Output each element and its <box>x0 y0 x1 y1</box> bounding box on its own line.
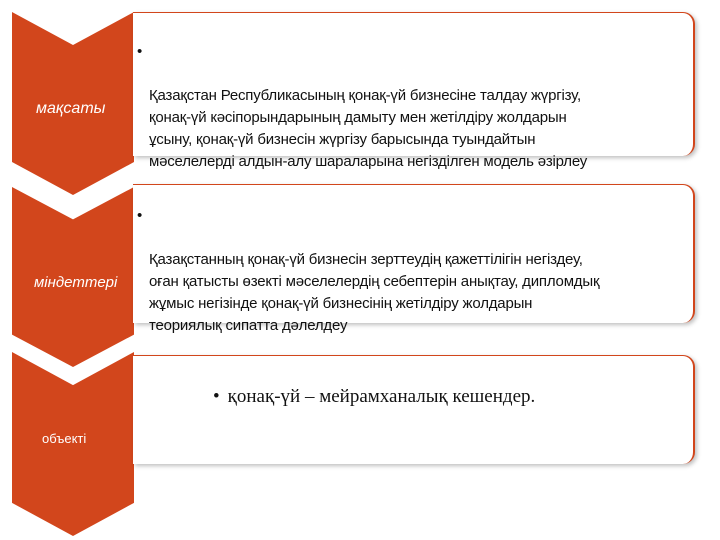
bullet-icon: • <box>213 386 220 407</box>
row-3-text-wrap <box>213 386 535 408</box>
row-1-text: Қазақстан Республикасының қонақ-үй бизнесіне талдау жүргізу, қонақ-үй кәсіпорындарының дамыту мен жетілдіру жолдарын ұсыну, қонақ-үй бизнесін жүргізу барысында туындайтын мәселелерді алдын-алу шараларына негізділген модель әзірлеу <box>149 87 588 170</box>
row-2-text-wrap <box>137 205 689 337</box>
row-1-text-wrap <box>137 41 689 173</box>
row-3-label: объекті <box>42 431 87 446</box>
row-1-label: мақсаты <box>36 100 106 117</box>
bullet-icon: • <box>137 207 143 224</box>
text-box-row-2 <box>133 184 695 334</box>
row-3-text: қонақ-үй – мейрамханалық кешендер. <box>227 386 536 407</box>
text-box-row-1 <box>133 12 695 170</box>
row-2-label: міндеттері <box>34 274 118 291</box>
bullet-icon: • <box>137 43 143 60</box>
row-2-text: Қазақстанның қонақ-үй бизнесін зерттеудің қажеттілігін негіздеу, оған қатысты өзекті мәселелердің себептерін анықтау, дипломдық жұмыс негізінде қонақ-үй бизнесінің жетілдіру жолдарын теориялық сипатта дәлелдеу <box>149 251 600 334</box>
text-box-row-3 <box>133 355 695 464</box>
